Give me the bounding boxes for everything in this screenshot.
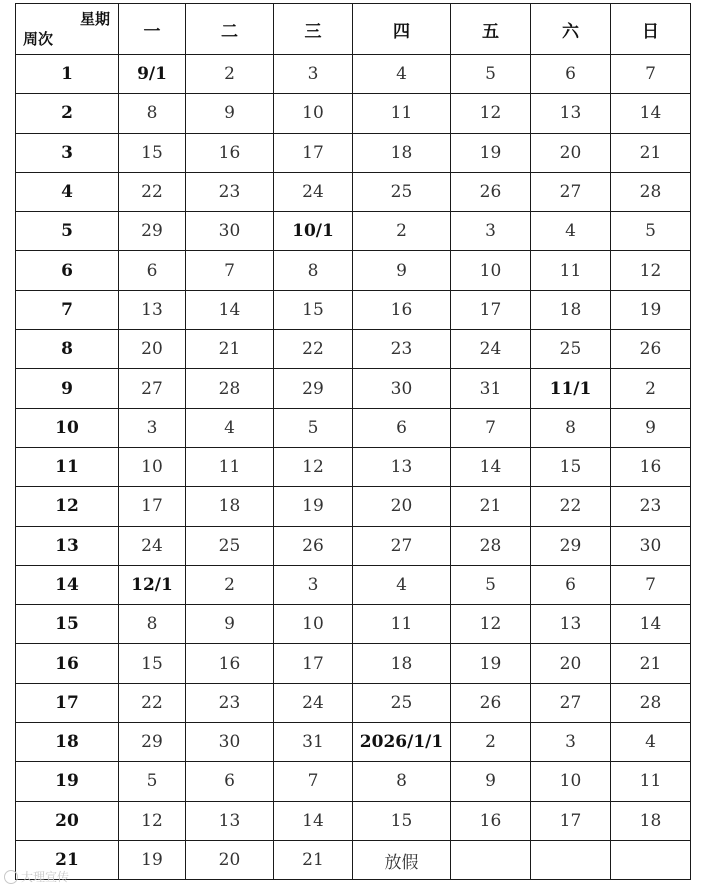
day-cell: 20 (186, 840, 274, 879)
week-row (16, 251, 691, 290)
day-cell: 24 (451, 330, 531, 369)
week-row (16, 133, 691, 172)
day-cell: 10 (274, 94, 353, 133)
week-number-cell: 16 (16, 644, 119, 683)
day-cell: 3 (274, 565, 353, 604)
day-cell: 25 (186, 526, 274, 565)
day-cell: 12 (451, 605, 531, 644)
day-cell: 16 (186, 133, 274, 172)
week-row (16, 644, 691, 683)
day-cell: 7 (274, 762, 353, 801)
week-row (16, 408, 691, 447)
week-row (16, 723, 691, 762)
day-cell: 11/1 (531, 369, 611, 408)
day-cell: 16 (186, 644, 274, 683)
day-cell: 2 (451, 723, 531, 762)
day-cell: 11 (353, 94, 451, 133)
day-cell: 16 (353, 290, 451, 329)
day-cell: 17 (274, 133, 353, 172)
week-number-cell: 18 (16, 723, 119, 762)
day-cell: 8 (119, 605, 186, 644)
watermark (4, 868, 69, 885)
weekday-axis-label: 星期 (79, 10, 110, 28)
week-row (16, 55, 691, 94)
week-number-cell: 1 (16, 55, 119, 94)
day-cell: 21 (611, 644, 691, 683)
day-cell: 14 (274, 801, 353, 840)
week-number-cell: 10 (16, 408, 119, 447)
day-cell: 22 (119, 172, 186, 211)
day-cell: 14 (186, 290, 274, 329)
day-cell: 25 (531, 330, 611, 369)
day-cell: 11 (353, 605, 451, 644)
day-cell: 24 (119, 526, 186, 565)
weekday-header-mon: 一 (119, 4, 186, 55)
day-cell: 17 (274, 644, 353, 683)
day-cell: 17 (531, 801, 611, 840)
week-row (16, 447, 691, 486)
day-cell: 12 (451, 94, 531, 133)
day-cell: 19 (611, 290, 691, 329)
day-cell: 11 (531, 251, 611, 290)
corner-header-cell (16, 4, 119, 55)
day-cell: 20 (353, 487, 451, 526)
week-row (16, 369, 691, 408)
day-cell: 30 (186, 723, 274, 762)
day-cell: 22 (119, 683, 186, 722)
day-cell: 27 (353, 526, 451, 565)
week-row (16, 840, 691, 879)
day-cell: 8 (119, 94, 186, 133)
day-cell: 21 (451, 487, 531, 526)
day-cell: 9 (611, 408, 691, 447)
day-cell: 26 (611, 330, 691, 369)
day-cell: 23 (186, 683, 274, 722)
week-number-cell: 12 (16, 487, 119, 526)
day-cell: 13 (531, 605, 611, 644)
week-number-axis-label: 周次 (23, 30, 54, 48)
week-number-cell: 17 (16, 683, 119, 722)
day-cell (451, 840, 531, 879)
weekday-header-tue: 二 (186, 4, 274, 55)
week-number-cell: 13 (16, 526, 119, 565)
day-cell: 7 (611, 565, 691, 604)
day-cell: 4 (353, 55, 451, 94)
day-cell: 3 (451, 212, 531, 251)
week-number-cell: 9 (16, 369, 119, 408)
day-cell: 5 (611, 212, 691, 251)
day-cell: 18 (611, 801, 691, 840)
day-cell: 放假 (353, 840, 451, 879)
day-cell: 31 (451, 369, 531, 408)
day-cell: 4 (353, 565, 451, 604)
day-cell: 18 (531, 290, 611, 329)
day-cell: 26 (451, 683, 531, 722)
day-cell: 5 (119, 762, 186, 801)
day-cell: 18 (353, 133, 451, 172)
day-cell: 12 (274, 447, 353, 486)
week-number-cell: 21 (16, 840, 119, 879)
week-number-cell: 14 (16, 565, 119, 604)
day-cell: 28 (611, 172, 691, 211)
day-cell: 2 (186, 55, 274, 94)
day-cell: 22 (531, 487, 611, 526)
day-cell: 10 (119, 447, 186, 486)
day-cell: 13 (531, 94, 611, 133)
day-cell: 4 (611, 723, 691, 762)
day-cell: 28 (186, 369, 274, 408)
week-number-cell: 6 (16, 251, 119, 290)
day-cell: 2 (186, 565, 274, 604)
week-number-cell: 19 (16, 762, 119, 801)
week-number-cell: 15 (16, 605, 119, 644)
day-cell: 14 (611, 605, 691, 644)
day-cell: 8 (531, 408, 611, 447)
day-cell: 25 (353, 172, 451, 211)
header-row (16, 4, 691, 55)
day-cell: 25 (353, 683, 451, 722)
day-cell: 31 (274, 723, 353, 762)
day-cell: 14 (611, 94, 691, 133)
day-cell: 9 (186, 94, 274, 133)
day-cell: 7 (611, 55, 691, 94)
day-cell: 19 (451, 133, 531, 172)
watermark-logo-icon (4, 870, 18, 884)
day-cell: 20 (531, 644, 611, 683)
day-cell: 18 (186, 487, 274, 526)
day-cell: 19 (274, 487, 353, 526)
weekday-header-sat: 六 (531, 4, 611, 55)
day-cell: 15 (119, 644, 186, 683)
day-cell: 9/1 (119, 55, 186, 94)
day-cell: 9 (353, 251, 451, 290)
day-cell: 11 (186, 447, 274, 486)
day-cell: 23 (611, 487, 691, 526)
week-number-cell: 5 (16, 212, 119, 251)
weekday-header-fri: 五 (451, 4, 531, 55)
day-cell: 10 (274, 605, 353, 644)
day-cell: 5 (451, 565, 531, 604)
day-cell: 21 (186, 330, 274, 369)
week-row (16, 290, 691, 329)
day-cell: 11 (611, 762, 691, 801)
day-cell: 17 (451, 290, 531, 329)
day-cell: 4 (186, 408, 274, 447)
day-cell: 30 (353, 369, 451, 408)
week-row (16, 94, 691, 133)
week-row (16, 605, 691, 644)
day-cell: 24 (274, 683, 353, 722)
day-cell: 10/1 (274, 212, 353, 251)
week-row (16, 330, 691, 369)
day-cell: 6 (531, 55, 611, 94)
day-cell: 29 (274, 369, 353, 408)
day-cell: 9 (186, 605, 274, 644)
day-cell: 27 (531, 683, 611, 722)
day-cell: 29 (119, 212, 186, 251)
weekday-header-thu: 四 (353, 4, 451, 55)
semester-calendar-table (15, 3, 691, 880)
week-row (16, 172, 691, 211)
day-cell: 3 (531, 723, 611, 762)
day-cell: 8 (353, 762, 451, 801)
day-cell: 19 (119, 840, 186, 879)
week-number-cell: 7 (16, 290, 119, 329)
day-cell: 22 (274, 330, 353, 369)
day-cell: 27 (531, 172, 611, 211)
calendar-sheet (15, 3, 691, 880)
day-cell: 27 (119, 369, 186, 408)
weekday-header-wed: 三 (274, 4, 353, 55)
week-number-cell: 3 (16, 133, 119, 172)
day-cell: 3 (274, 55, 353, 94)
day-cell: 6 (531, 565, 611, 604)
week-number-cell: 20 (16, 801, 119, 840)
day-cell: 20 (531, 133, 611, 172)
day-cell: 15 (274, 290, 353, 329)
day-cell: 13 (119, 290, 186, 329)
day-cell: 15 (119, 133, 186, 172)
day-cell: 26 (274, 526, 353, 565)
week-number-cell: 8 (16, 330, 119, 369)
week-number-cell: 4 (16, 172, 119, 211)
day-cell: 19 (451, 644, 531, 683)
week-row (16, 801, 691, 840)
day-cell: 8 (274, 251, 353, 290)
day-cell: 13 (186, 801, 274, 840)
day-cell: 3 (119, 408, 186, 447)
day-cell: 21 (611, 133, 691, 172)
day-cell: 14 (451, 447, 531, 486)
watermark-text: 大理宣传 (21, 870, 70, 884)
day-cell: 10 (531, 762, 611, 801)
day-cell: 7 (451, 408, 531, 447)
day-cell (531, 840, 611, 879)
week-row (16, 762, 691, 801)
week-number-cell: 2 (16, 94, 119, 133)
day-cell: 9 (451, 762, 531, 801)
day-cell: 21 (274, 840, 353, 879)
day-cell: 26 (451, 172, 531, 211)
day-cell: 7 (186, 251, 274, 290)
day-cell: 15 (353, 801, 451, 840)
day-cell: 5 (274, 408, 353, 447)
day-cell: 30 (611, 526, 691, 565)
day-cell: 12 (611, 251, 691, 290)
week-row (16, 683, 691, 722)
week-row (16, 212, 691, 251)
day-cell: 16 (611, 447, 691, 486)
day-cell: 16 (451, 801, 531, 840)
day-cell: 23 (186, 172, 274, 211)
day-cell: 17 (119, 487, 186, 526)
day-cell: 30 (186, 212, 274, 251)
day-cell: 29 (119, 723, 186, 762)
day-cell: 13 (353, 447, 451, 486)
day-cell: 6 (353, 408, 451, 447)
week-row (16, 526, 691, 565)
day-cell: 5 (451, 55, 531, 94)
weekday-header-sun: 日 (611, 4, 691, 55)
week-row (16, 487, 691, 526)
day-cell: 12/1 (119, 565, 186, 604)
day-cell: 2 (353, 212, 451, 251)
day-cell: 28 (611, 683, 691, 722)
day-cell: 2026/1/1 (353, 723, 451, 762)
day-cell: 10 (451, 251, 531, 290)
day-cell: 20 (119, 330, 186, 369)
day-cell: 6 (119, 251, 186, 290)
day-cell: 29 (531, 526, 611, 565)
day-cell: 12 (119, 801, 186, 840)
day-cell: 2 (611, 369, 691, 408)
week-number-cell: 11 (16, 447, 119, 486)
day-cell: 6 (186, 762, 274, 801)
day-cell: 23 (353, 330, 451, 369)
day-cell: 24 (274, 172, 353, 211)
day-cell: 4 (531, 212, 611, 251)
day-cell (611, 840, 691, 879)
day-cell: 15 (531, 447, 611, 486)
week-row (16, 565, 691, 604)
day-cell: 18 (353, 644, 451, 683)
day-cell: 28 (451, 526, 531, 565)
